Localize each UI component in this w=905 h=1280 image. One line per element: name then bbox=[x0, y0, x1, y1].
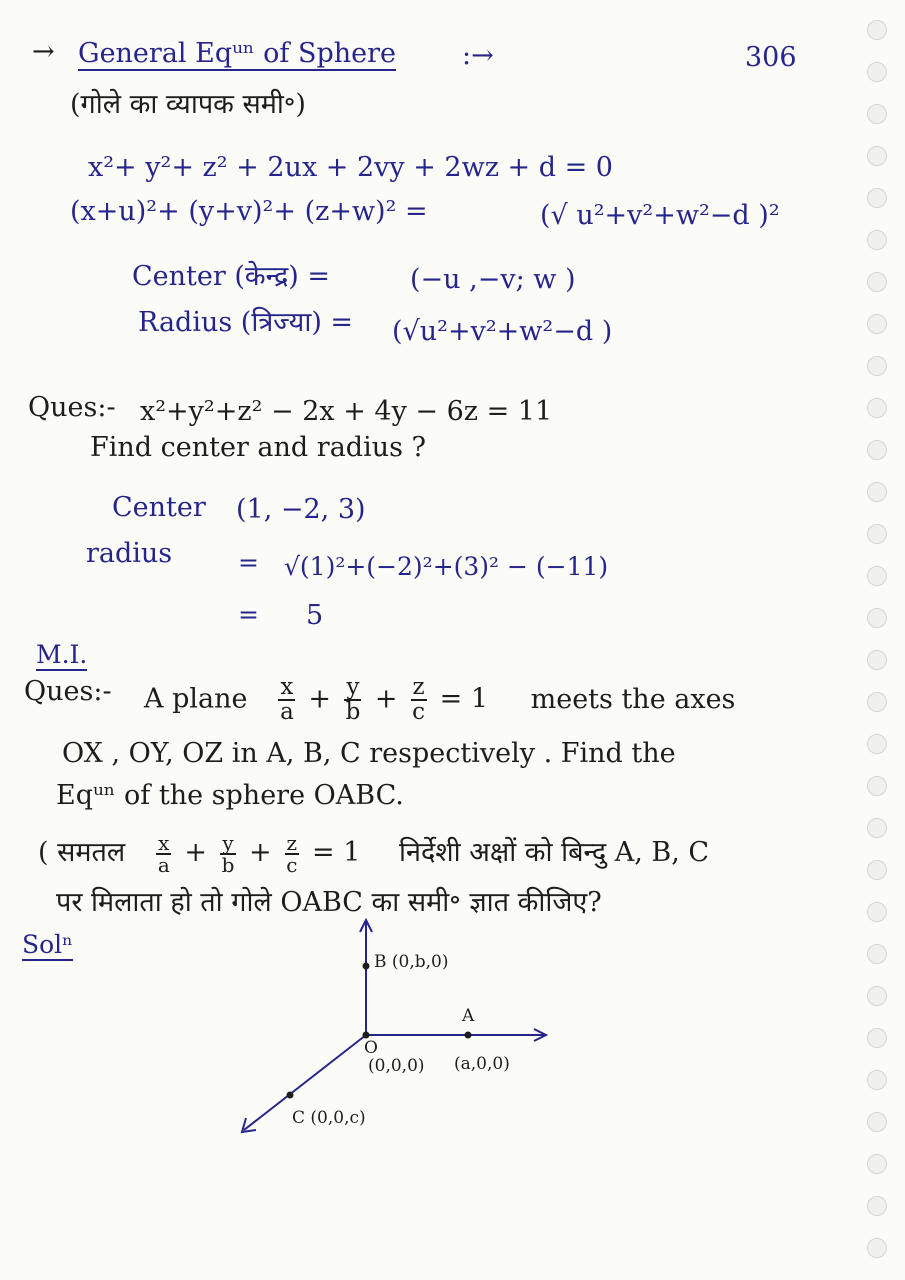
plus-sign: + bbox=[184, 837, 207, 868]
point-a-dot bbox=[465, 1032, 472, 1039]
q1-center-label: Center bbox=[112, 492, 206, 523]
q1-radius-equals: = bbox=[238, 548, 259, 577]
q1-center-value: (1, −2, 3) bbox=[236, 494, 366, 525]
q2-hindi1-pre: ( समतल bbox=[38, 837, 126, 868]
point-b-label: B (0,b,0) bbox=[374, 952, 449, 972]
denominator: b bbox=[345, 699, 361, 725]
numerator: x bbox=[280, 674, 294, 700]
q2-line1-post: meets the axes bbox=[530, 683, 736, 715]
point-c-label: C (0,0,c) bbox=[292, 1108, 366, 1128]
q1-result-equals: = bbox=[238, 600, 259, 629]
point-a-label: A bbox=[462, 1006, 475, 1026]
q2-line1-pre: A plane bbox=[144, 683, 248, 715]
origin-coordinates: (0,0,0) bbox=[368, 1056, 425, 1076]
hindi-title: (गोले का व्यापक समी॰) bbox=[70, 89, 306, 120]
q1-radius-label: radius bbox=[86, 538, 173, 569]
page-title: General Eqᵘⁿ of Sphere bbox=[78, 38, 397, 69]
q2-label: Ques:- bbox=[24, 676, 112, 707]
header-arrow: → bbox=[32, 36, 55, 67]
numerator: z bbox=[412, 674, 425, 700]
radius-label: Radius (त्रिज्या) = bbox=[138, 307, 354, 338]
q1-radius-expression: √(1)²+(−2)²+(3)² − (−11) bbox=[284, 552, 609, 581]
numerator: z bbox=[286, 830, 298, 855]
numerator: x bbox=[158, 830, 170, 855]
q2-line3: Eqᵘⁿ of the sphere OABC. bbox=[56, 780, 404, 811]
q1-prompt: Find center and radius ? bbox=[90, 432, 427, 463]
center-label: Center (केन्द्र) = bbox=[132, 261, 331, 292]
plus-sign: + bbox=[308, 683, 331, 715]
plus-sign: + bbox=[374, 683, 398, 715]
denominator: b bbox=[221, 852, 235, 877]
completed-square-left: (x+u)²+ (y+v)²+ (z+w)² = bbox=[70, 196, 428, 227]
q2-hindi-line2: पर मिलाता हो तो गोले OABC का समी॰ ज्ञात कीजिए? bbox=[56, 887, 602, 918]
denominator: a bbox=[280, 699, 294, 725]
center-value: (−u ,−v; w ) bbox=[410, 264, 576, 295]
q1-label: Ques:- bbox=[28, 392, 116, 423]
solution-label: Solⁿ bbox=[22, 930, 73, 959]
q1-result-value: 5 bbox=[306, 600, 324, 631]
numerator: y bbox=[222, 830, 234, 855]
completed-square-right: (√ u²+v²+w²−d )² bbox=[540, 200, 780, 231]
equals-one: = 1 bbox=[439, 683, 489, 715]
point-c-dot bbox=[287, 1092, 294, 1099]
q2-hindi1-post: निर्देशी अक्षों को बिन्दु A, B, C bbox=[398, 837, 710, 868]
point-a-coordinates: (a,0,0) bbox=[454, 1054, 510, 1074]
denominator: c bbox=[286, 852, 298, 877]
q1-equation: x²+y²+z² − 2x + 4y − 6z = 11 bbox=[140, 396, 553, 427]
radius-value: (√u²+v²+w²−d ) bbox=[392, 316, 613, 347]
denominator: c bbox=[412, 699, 426, 725]
q2-tag: M.I. bbox=[36, 640, 88, 669]
q2-line2: OX , OY, OZ in A, B, C respectively . Find the bbox=[62, 738, 676, 769]
plus-sign: + bbox=[248, 837, 272, 868]
denominator: a bbox=[157, 852, 170, 877]
equals-one: = 1 bbox=[311, 837, 361, 868]
title-arrow: :→ bbox=[462, 40, 494, 71]
point-b-dot bbox=[363, 963, 370, 970]
page-number: 306 bbox=[745, 42, 797, 73]
general-equation: x²+ y²+ z² + 2ux + 2vy + 2wz + d = 0 bbox=[88, 152, 613, 183]
origin-label: O bbox=[364, 1038, 378, 1058]
numerator: y bbox=[346, 674, 360, 700]
